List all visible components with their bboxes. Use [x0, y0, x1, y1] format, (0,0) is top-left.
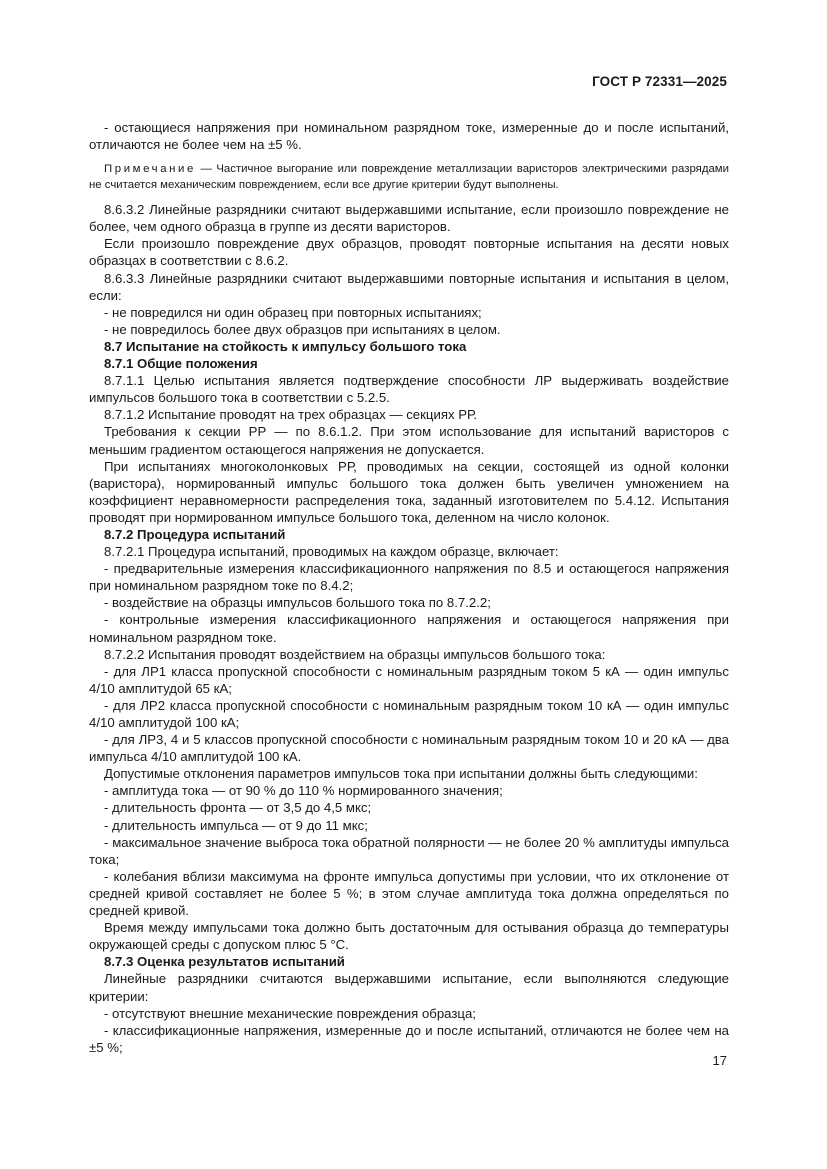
- paragraph: 8.7.1.2 Испытание проводят на трех образцах — секциях РР.: [104, 407, 477, 423]
- list-item: - отсутствуют внешние механические повреждения образца;: [104, 1005, 476, 1021]
- subsection-heading: 8.7.3 Оценка результатов испытаний: [104, 954, 345, 970]
- list-item: - контрольные измерения классификационного напряжения и остающегося напряжения при номинальном разрядном токе.: [89, 612, 729, 645]
- paragraph: - остающиеся напряжения при номинальном разрядном токе, измеренные до и после испытаний, отличаются не более чем на ±5 %.: [89, 120, 729, 153]
- paragraph: Линейные разрядники считаются выдержавшими испытание, если выполняются следующие критерии:: [89, 971, 729, 1004]
- list-item: - для ЛР1 класса пропускной способности с номинальным разрядным током 5 кА — один импульс 4/10 амплитудой 65 кА;: [89, 663, 729, 696]
- list-item: - для ЛР2 класса пропускной способности с номинальным разрядным током 10 кА — один импульс 4/10 амплитудой 100 кА;: [89, 697, 729, 730]
- list-item: - предварительные измерения классификационного напряжения по 8.5 и остающегося напряжения при номинальном разрядном токе по 8.4.2;: [89, 561, 729, 594]
- list-item: - колебания вблизи максимума на фронте импульса допустимы при условии, что их отклонение от средней кривой составляет не более 5 %; в этом случае амплитуда тока должна определяться по средней кривой.: [89, 868, 729, 919]
- paragraph: 8.7.2.1 Процедура испытаний, проводимых на каждом образце, включает:: [104, 544, 559, 560]
- subsection-heading: 8.7.1 Общие положения: [104, 356, 258, 372]
- paragraph: 8.7.2.2 Испытания проводят воздействием на образцы импульсов большого тока:: [104, 646, 606, 662]
- document-body: [89, 119, 729, 1056]
- list-item: - для ЛР3, 4 и 5 классов пропускной способности с номинальным разрядным током 10 и 20 кА — два импульса 4/10 амплитудой 100 кА.: [89, 732, 729, 765]
- paragraph: При испытаниях многоколонковых РР, проводимых на секции, состоящей из одной колонки (варистора), нормированный импульс большого тока должен быть увеличен умножением на коэффициент неравномерности распределения тока, заданный изготовителем по 5.4.12. Испытания проводят при нормированном импульсе большого тока, деленном на число колонок.: [89, 458, 729, 525]
- paragraph: 8.6.3.3 Линейные разрядники считают выдержавшими повторные испытания и испытания в целом, если:: [89, 270, 729, 303]
- list-item: - не повредилось более двух образцов при испытаниях в целом.: [104, 321, 501, 337]
- paragraph: 8.7.1.1 Целью испытания является подтверждение способности ЛР выдерживать воздействие импульсов большого тока в соответствии с 5.2.5.: [89, 373, 729, 406]
- paragraph: Требования к секции РР — по 8.6.1.2. При этом использование для испытаний варисторов с меньшим градиентом остающегося напряжения не допускается.: [89, 424, 729, 457]
- paragraph: 8.6.3.2 Линейные разрядники считают выдержавшими испытание, если произошло повреждение не более, чем одного образца в группе из десяти варисторов.: [89, 202, 729, 235]
- paragraph: Если произошло повреждение двух образцов, проводят повторные испытания на десяти новых образцах в соответствии с 8.6.2.: [89, 236, 729, 269]
- list-item: - максимальное значение выброса тока обратной полярности — не более 20 % амплитуды импульса тока;: [89, 834, 729, 867]
- paragraph: Время между импульсами тока должно быть достаточным для остывания образца до температуры окружающей среды с допуском плюс 5 °С.: [89, 920, 729, 953]
- subsection-heading: 8.7.2 Процедура испытаний: [104, 526, 286, 542]
- section-heading: 8.7 Испытание на стойкость к импульсу большого тока: [104, 338, 467, 354]
- note: [89, 161, 729, 193]
- note-label: Примечание: [104, 163, 196, 176]
- paragraph: Допустимые отклонения параметров импульсов тока при испытании должны быть следующими:: [104, 766, 698, 782]
- list-item: - длительность фронта — от 3,5 до 4,5 мкс;: [104, 800, 372, 816]
- list-item: - амплитуда тока — от 90 % до 110 % нормированного значения;: [104, 783, 503, 799]
- list-item: - классификационные напряжения, измеренные до и после испытаний, отличаются не более чем на ±5 %;: [89, 1022, 729, 1055]
- list-item: - длительность импульса — от 9 до 11 мкс;: [104, 817, 368, 833]
- list-item: - не повредился ни один образец при повторных испытаниях;: [104, 304, 482, 320]
- document-code: ГОСТ Р 72331—2025: [592, 74, 727, 89]
- page-number: 17: [712, 1053, 727, 1068]
- list-item: - воздействие на образцы импульсов большого тока по 8.7.2.2;: [104, 595, 491, 611]
- note-text: — Частичное выгорание или повреждение металлизации варисторов электрическими разрядами не считается механическим повреждением, если все другие критерии будут выполнены.: [89, 163, 729, 192]
